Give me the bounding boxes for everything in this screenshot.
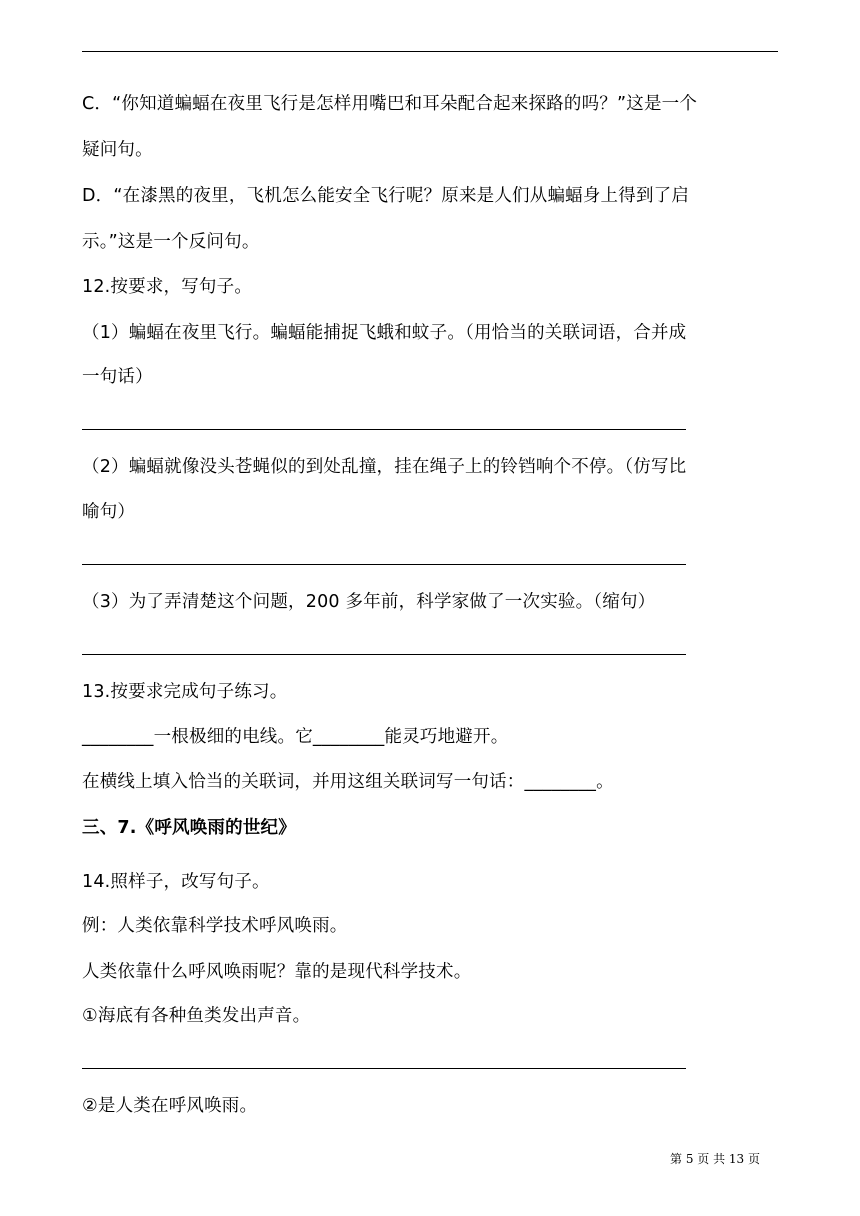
question-13-sentence: ________一根极细的电线。它________能灵巧地避开。 <box>82 727 509 747</box>
section-heading: 三、7.《呼风唤雨的世纪》 <box>82 818 296 838</box>
page-number-footer: 第 5 页 共 13 页 <box>670 1152 760 1166</box>
question-14-title: 14.照样子，改写句子。 <box>82 872 270 892</box>
option-d-line-1: D．“在漆黑的夜里，飞机怎么能安全飞行呢？原来是人们从蝙蝠身上得到了启 <box>82 186 690 206</box>
question-13-instruction: 在横线上填入恰当的关联词，并用这组关联词写一句话：________。 <box>82 772 614 792</box>
question-14-item-1: ①海底有各种鱼类发出声音。 <box>82 1006 311 1026</box>
answer-line-14-1[interactable] <box>82 1068 686 1069</box>
question-12-title: 12.按要求，写句子。 <box>82 277 253 297</box>
example-line-1: 例：人类依靠科学技术呼风唤雨。 <box>82 916 348 936</box>
question-13-title: 13.按要求完成句子练习。 <box>82 682 288 702</box>
question-12-1-line-1: （1）蝙蝠在夜里飞行。蝙蝠能捕捉飞蛾和蚊子。（用恰当的关联词语，合并成 <box>82 323 687 343</box>
header-rule <box>82 51 778 52</box>
question-12-2-line-1: （2）蝙蝠就像没头苍蝇似的到处乱撞，挂在绳子上的铃铛响个不停。（仿写比 <box>82 457 687 477</box>
question-12-3: （3）为了弄清楚这个问题，200 多年前，科学家做了一次实验。（缩句） <box>82 592 656 612</box>
question-14-item-2: ②是人类在呼风唤雨。 <box>82 1096 258 1116</box>
answer-line-12-2[interactable] <box>82 564 686 565</box>
question-12-2-line-2: 喻句） <box>82 502 136 522</box>
answer-line-12-1[interactable] <box>82 429 686 430</box>
option-c-line-1: C．“你知道蝙蝠在夜里飞行是怎样用嘴巴和耳朵配合起来探路的吗？”这是一个 <box>82 94 698 114</box>
option-c-line-2: 疑问句。 <box>82 140 153 160</box>
question-12-1-line-2: 一句话） <box>82 367 153 387</box>
answer-line-12-3[interactable] <box>82 654 686 655</box>
example-line-2: 人类依靠什么呼风唤雨呢？靠的是现代科学技术。 <box>82 962 472 982</box>
option-d-line-2: 示。”这是一个反问句。 <box>82 232 260 252</box>
